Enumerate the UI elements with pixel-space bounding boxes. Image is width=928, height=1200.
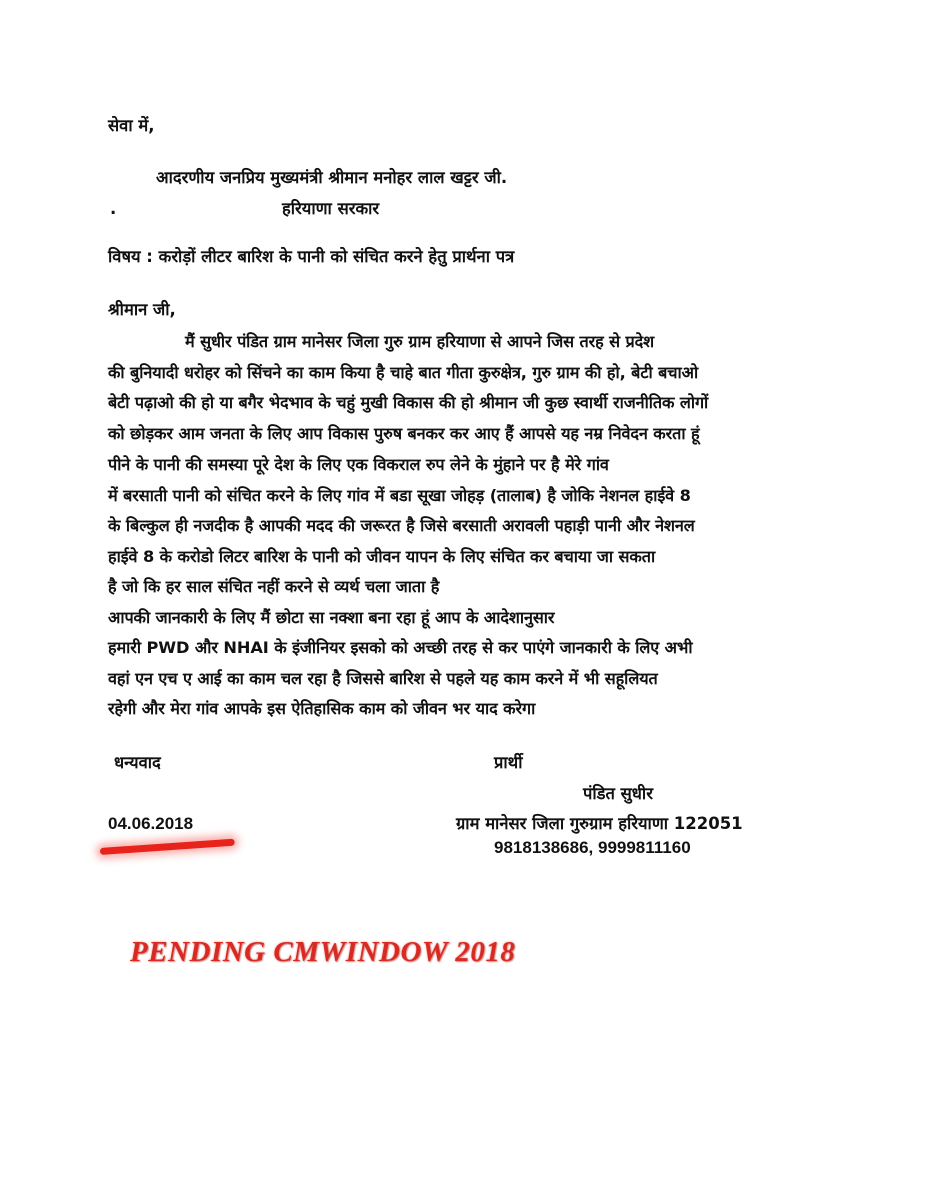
body-line-8: हाईवे 8 के करोडो लिटर बारिश के पानी को जीवन यापन के लिए संचित कर बचाया जा सकता	[108, 547, 656, 566]
subject-line: विषय : करोड़ों लीटर बारिश के पानी को संचित करने हेतु प्रार्थना पत्र	[108, 247, 515, 266]
recipient-org: हरियाणा सरकार	[282, 199, 380, 218]
applicant-name: पंडित सुधीर	[583, 784, 653, 803]
thanks-label: धन्यवाद	[114, 753, 161, 772]
recipient-line: आदरणीय जनप्रिय मुख्यमंत्री श्रीमान मनोहर लाल खट्टर जी.	[156, 168, 508, 187]
body-line-5: पीने के पानी की समस्या पूरे देश के लिए एक विकराल रुप लेने के मुंहाने पर है मेरे गांव	[108, 455, 609, 474]
body-line-11: हमारी PWD और NHAI के इंजीनियर इसको को अच्छी तरह से कर पाएंगे जानकारी के लिए अभी	[108, 638, 693, 657]
body-line-9: है जो कि हर साल संचित नहीं करने से व्यर्थ चला जाता है	[108, 577, 440, 596]
recipient-dot: .	[110, 199, 117, 218]
body-line-6: में बरसाती पानी को संचित करने के लिए गांव में बडा सूखा जोहड़ (तालाब) है जोकि नेशनल हाईवे 8	[108, 486, 691, 505]
applicant-label: प्रार्थी	[494, 753, 523, 772]
body-line-1: मैं सुधीर पंडित ग्राम मानेसर जिला गुरु ग्राम हरियाणा से आपने जिस तरह से प्रदेश	[185, 332, 655, 351]
applicant-phones: 9818138686, 9999811160	[494, 838, 691, 857]
body-line-13: रहेगी और मेरा गांव आपके इस ऐतिहासिक काम को जीवन भर याद करेगा	[108, 699, 536, 718]
pending-stamp: PENDING CMWINDOW 2018	[130, 936, 516, 968]
body-line-10: आपकी जानकारी के लिए मैं छोटा सा नक्शा बना रहा हूं आप के आदेशानुसार	[108, 608, 555, 627]
body-line-7: के बिल्कुल ही नजदीक है आपकी मदद की जरूरत है जिसे बरसाती अरावली पहाड़ी पानी और नेशनल	[108, 516, 695, 535]
body-line-2: की बुनियादी धरोहर को सिंचने का काम किया है चाहे बात गीता कुरुक्षेत्र, गुरु ग्राम की हो, बेटी बचाओ	[108, 363, 699, 382]
letter-date: 04.06.2018	[108, 814, 194, 833]
body-line-3: बेटी पढ़ाओ की हो या बगैर भेदभाव के चहुं मुखी विकास की हो श्रीमान जी कुछ स्वार्थी राजनीतिक लोगों	[108, 393, 709, 412]
red-highlight-stroke	[100, 839, 235, 855]
body-line-4: को छोड़कर आम जनता के लिए आप विकास पुरुष बनकर कर आए हैं आपसे यह नम्र निवेदन करता हूं	[108, 424, 700, 443]
body-line-12: वहां एन एच ए आई का काम चल रहा है जिससे बारिश से पहले यह काम करने में भी सहूलियत	[108, 669, 658, 688]
salutation-to: सेवा में,	[108, 116, 155, 135]
applicant-address: ग्राम मानेसर जिला गुरुग्राम हरियाणा 122051	[456, 814, 743, 833]
greeting: श्रीमान जी,	[108, 300, 176, 319]
